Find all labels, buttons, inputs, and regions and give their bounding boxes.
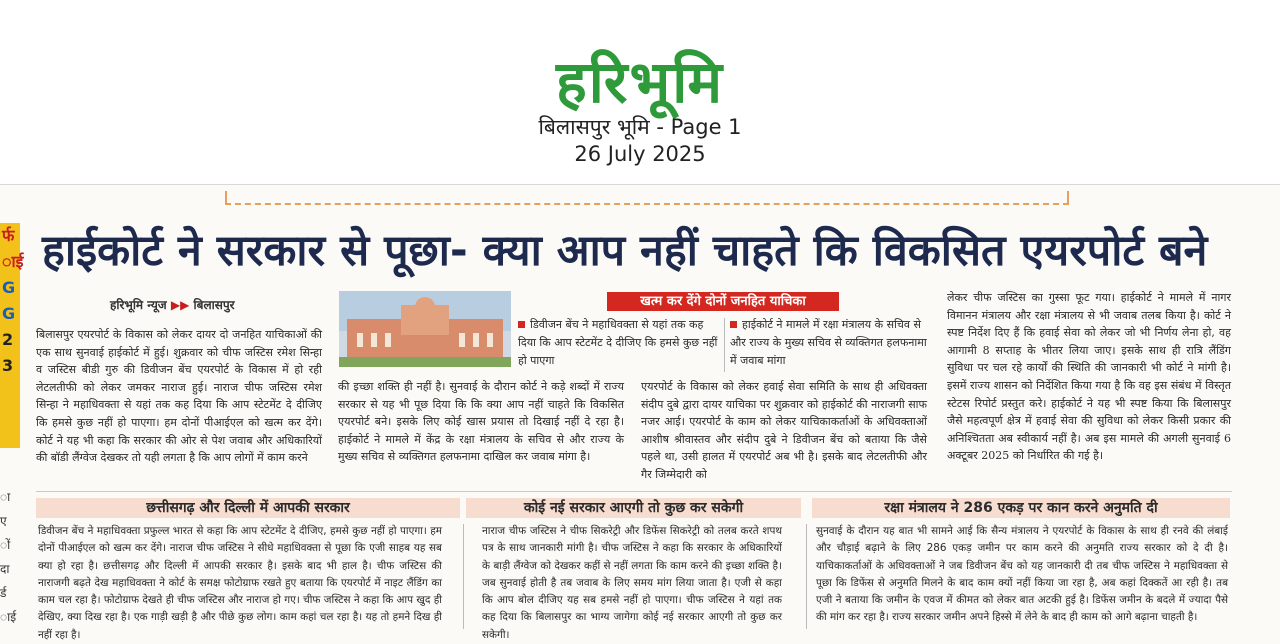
article-column-1: बिलासपुर एयरपोर्ट के विकास को लेकर दायर दो जनहित याचिकाओं की एक साथ सुनवाई हाईकोर्ट में हुई। शुक्रवार को चीफ जस्टिस रमेश सिन्हा व जस्टिस बीडी गुरु की डिवीजन बेंच एयरपोर्ट के विकास में हो रही लेटलतीफी को लेकर जमकर नाराज हुई। नाराज चीफ जस्टिस रमेश सिन्हा ने महाधिवक्ता से यहां तक कह दिया कि आप स्टेटमेंट दे दीजिए कि हमसे कुछ नहीं हो पाएगा। हम दोनों पीआईएल को खत्म कर देंगे। कोर्ट ने यह भी कहा कि सरकार की ओर से पेश जवाब और अधिकारियों की बॉडी लैंग्वेज देखकर तो यही लगता है कि आप लोगों में काम करने xyxy=(36,328,322,465)
strip-text: 2 xyxy=(2,330,14,349)
bullet-square-icon xyxy=(730,321,737,328)
fragment-text: दा xyxy=(0,562,10,576)
byline-place: बिलासपुर xyxy=(193,298,235,312)
epaper-header xyxy=(0,0,1280,185)
newspaper-logo[interactable]: हरिभूमि xyxy=(555,48,725,116)
box-text: सुनवाई के दौरान यह बात भी सामने आई कि सैन्य मंत्रालय ने एयरपोर्ट के विकास के साथ ही रनवे की लंबाई और चौड़ाई बढ़ाने के लिए 286 एकड़ जमीन पर काम करने की अनुमति राज्य सरकार को दे दी है। याचिकाकर्ताओं के अधिवक्ताओं ने जब डिवीजन बेंच को यह जानकारी दी तब चीफ जस्टिस ने महाधिवक्ता से पूछा कि डिफेंस से अनुमति मिलने के बाद काम क्यों नहीं किया जा रहा है, अब कहां दिक्कतें आ रही है। तब एजी ने बताया कि जमीन के एवज में कीमत को लेकर बात अटकी हुई है। डिफेंस जमीन के बदले में ज्यादा पैसे की मांग कर रहा है। राज्य सरकार जमीन अपने हिस्से में लेने के बाद ही काम को आगे बढ़ाना चाहती है। xyxy=(816,525,1228,624)
box-text: नाराज चीफ जस्टिस ने चीफ सिकरेट्री और डिफेंस सिकरेट्री को तलब करते शपथ पत्र के साथ जानकारी मांगी है। चीफ जस्टिस ने कहा कि सरकार के अधिकारियों के बाड़ी लैंग्वेज को देखकर कहीं से नहीं लगता कि काम करने की इच्छा शक्ति है। जब सुनवाई होती है तब जवाब के लिए समय मांग लिया जाता है। एजी से कहा कि आप बोल दीजिए यह सब हमसे नहीं हो पाएगा। चीफ जस्टिस ने यहां तक कह दिया कि बिलासपुर का भाग्य जागेगा कोई नई सरकार आएगी तो कुछ कर सकेगी। xyxy=(482,525,782,641)
adjacent-ad-strip xyxy=(0,223,24,448)
byline-source: हरिभूमि न्यूज xyxy=(110,298,167,312)
newspaper-page[interactable] xyxy=(0,185,1280,644)
article-column-4: लेकर चीफ जस्टिस का गुस्सा फूट गया। हाईकोर्ट ने मामले में नागर विमानन मंत्रालय और रक्षा मंत्रालय से भी जवाब तलब किया है। कोर्ट ने स्पष्ट निर्देश दिए हैं कि हवाई सेवा को लेकर जो भी निर्णय लेना हो, वह आगामी 8 सप्ताह के भीतर लिया जाए। इसके साथ ही रात्रि लैंडिंग सुविधा पर चल रहे कार्यों की स्थिति की जानकारी भी कोर्ट ने मांगी है। इसमें राज्य शासन को निर्देशित किया गया है कि वह इस संबंध में विस्तृत स्टेटस रिपोर्ट प्रस्तुत करे। हाईकोर्ट ने यह भी स्पष्ट किया कि बिलासपुर जैसे महत्वपूर्ण क्षेत्र में हवाई सेवा की सुविधा को लेकर किसी प्रकार की अनिश्चितता अब स्वीकार्य नहीं है। अब इस मामले की अगली सुनवाई 6 अक्टूबर 2025 को निर्धारित की गई है। xyxy=(947,291,1231,463)
strip-text: र्फ xyxy=(2,226,15,245)
article-column-2: की इच्छा शक्ति ही नहीं है। सुनवाई के दौरान कोर्ट ने कड़े शब्दों में राज्य सरकार से यह भी पूछ दिया कि कि क्या आप नहीं चाहते कि विकसित एयरपोर्ट बने। इसके लिए कोई खास प्रयास तो दिखाई नहीं दे रहा है। हाईकोर्ट ने मामले में केंद्र के रक्षा मंत्रालय के सचिव से और राज्य के मुख्य सचिव से व्यक्तिगत हलफनामा दाखिल कर जवाब मांगा है। xyxy=(338,380,624,464)
divider xyxy=(724,318,725,372)
column-divider xyxy=(463,524,464,629)
fragment-text: ए xyxy=(0,514,7,528)
article-column-3: एयरपोर्ट के विकास को लेकर हवाई सेवा समिति के साथ ही अधिवक्ता संदीप दुबे द्वारा दायर याचिका पर शुक्रवार को हाईकोर्ट की नाराजगी साफ नजर आई। एयरपोर्ट के काम को लेकर याचिकाकर्ताओं के अधिवक्ताओं आशीष श्रीवास्तव और संदीप दुबे ने डिवीजन बेंच को बताया कि जैसे पहले था, उसी हालत में एयरपोर्ट अब भी है। इसके बाद लेटलतीफी और गैर जिम्मेदारी को xyxy=(641,380,927,481)
edition-title: बिलासपुर भूमि - Page 1 xyxy=(538,115,742,139)
fragment-text: ों xyxy=(0,538,11,552)
high-court-photo xyxy=(339,291,511,367)
highlight-tag: खत्म कर देंगे दोनों जनहित याचिका xyxy=(607,292,839,311)
strip-text: G xyxy=(2,278,16,297)
adjacent-column-fragment xyxy=(0,485,16,629)
box-title: छत्तीसगढ़ और दिल्ली में आपकी सरकार xyxy=(36,498,460,518)
section-divider xyxy=(36,491,1232,492)
highlight-point-text: डिवीजन बेंच ने महाधिवक्ता से यहां तक कह दिया कि आप स्टेटमेंट दे दीजिए कि हमसे कुछ नहीं हो पाएगा xyxy=(518,318,718,367)
box-title: रक्षा मंत्रालय ने 286 एकड़ पर कान करने अनुमति दी xyxy=(812,498,1230,518)
header-divider xyxy=(225,191,1069,205)
highlight-point xyxy=(730,316,930,370)
highlight-point-text: हाईकोर्ट ने मामले में रक्षा मंत्रालय के सचिव से और राज्य के मुख्य सचिव से व्यक्तिगत हलफनामा में जवाब मांगा xyxy=(730,318,927,367)
box-text: डिवीजन बेंच ने महाधिवक्ता प्रफुल्ल भारत से कहा कि आप स्टेटमेंट दे दीजिए, हमसे कुछ नहीं हो पाएगा। हम दोनों पीआईएल को खत्म कर देंगे। नाराज चीफ जस्टिस ने सीधे महाधिवक्ता से पूछा कि एजी साहब यह सब क्या हो रहा है। छत्तीसगढ़ और दिल्ली में आपकी सरकार है। इसके बाद भी हाल है। चीफ जस्टिस की नाराजगी बढ़ते देख महाधिवक्ता ने कोर्ट के समक्ष फोटोग्राफ रखते हुए बताया कि एयरपोर्ट में नाइट लैंडिंग का काम चल रहा है। फोटोग्राफ देखते ही चीफ जस्टिस और नाराज हो गए। चीफ जस्टिस ने कहा कि आप खुद ही देखिए, क्या दिख रहा है। एक गाड़ी खड़ी है और पीछे कुछ लोग। काम कहां चल रहा है। यह तो हमने दिख ही नहीं रहा है। xyxy=(38,525,442,641)
strip-text: 3 xyxy=(2,356,14,375)
column-divider xyxy=(806,524,807,629)
highlight-points xyxy=(518,316,938,374)
byline xyxy=(110,296,235,313)
fragment-text: र्ड xyxy=(0,586,7,600)
fragment-text: ा xyxy=(0,490,11,504)
edition-date: 26 July 2025 xyxy=(574,142,706,166)
fragment-text: ाई xyxy=(0,610,17,624)
highlight-point xyxy=(518,316,718,370)
byline-arrow-icon: ▶▶ xyxy=(170,298,190,312)
article-headline: हाईकोर्ट ने सरकार से पूछा- क्या आप नहीं चाहते कि विकसित एयरपोर्ट बने xyxy=(42,226,1208,276)
strip-text: G xyxy=(2,304,16,323)
box-title: कोई नई सरकार आएगी तो कुछ कर सकेगी xyxy=(466,498,801,518)
strip-text: ाई xyxy=(2,252,24,271)
bullet-square-icon xyxy=(518,321,525,328)
